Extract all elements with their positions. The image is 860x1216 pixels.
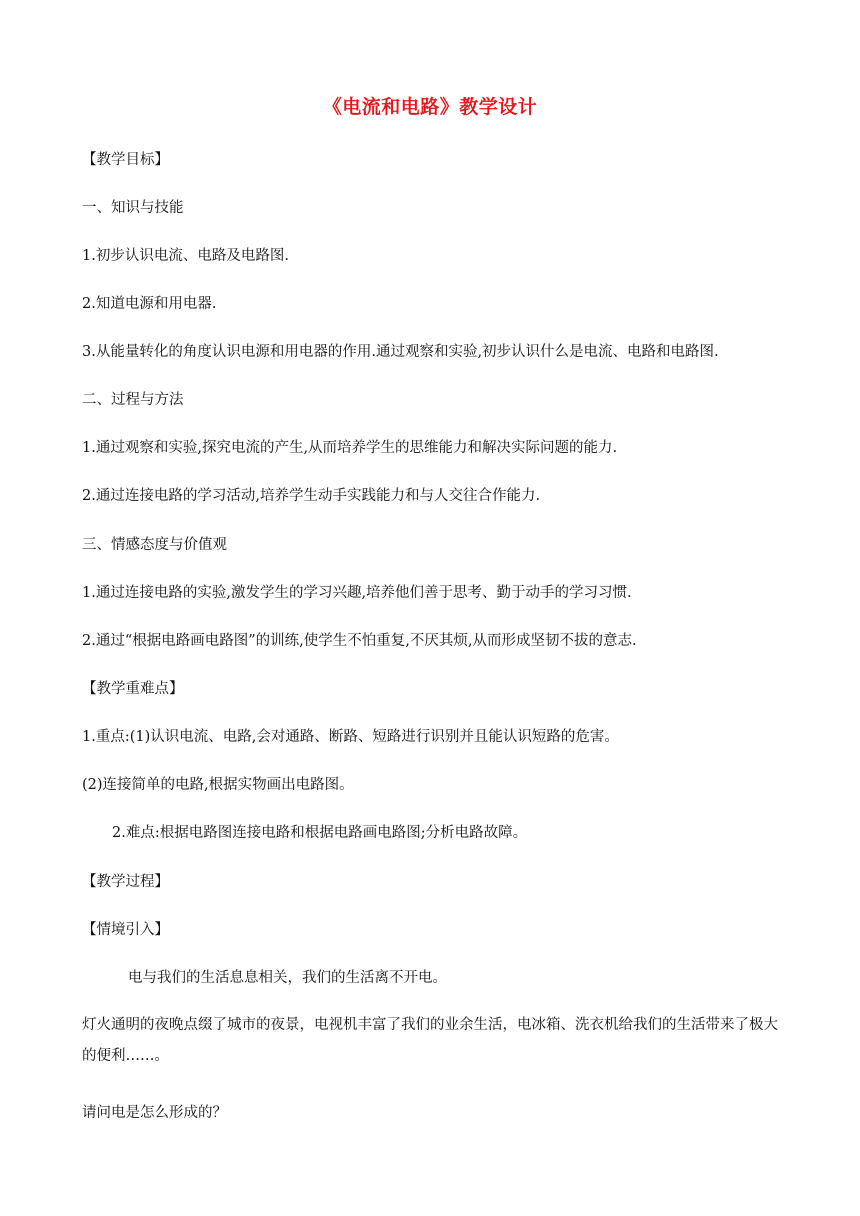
paragraph: 2.难点:根据电路图连接电路和根据电路画电路图;分析电路故障。 — [112, 825, 528, 841]
paragraph: 2.通过连接电路的学习活动,培养学生动手实践能力和与人交往合作能力. — [82, 488, 541, 504]
paragraph: 1.通过连接电路的实验,激发学生的学习兴趣,培养他们善于思考、勤于动手的学习习惯. — [82, 585, 632, 601]
paragraph: 1.重点:(1)认识电流、电路,会对通路、断路、短路进行识别并且能认识短路的危害。 — [82, 729, 619, 745]
section-heading-key-points: 【教学重难点】 — [82, 681, 184, 697]
section-heading-introduction: 【情境引入】 — [82, 922, 169, 938]
section-heading-process: 【教学过程】 — [82, 874, 169, 890]
paragraph: 3.从能量转化的角度认识电源和用电器的作用.通过观察和实验,初步认识什么是电流、电路和电路图. — [82, 344, 719, 360]
paragraph: 1.初步认识电流、电路及电路图. — [82, 248, 289, 264]
paragraph: 2.通过“根据电路画电路图”的训练,使学生不怕重复,不厌其烦,从而形成坚韧不拔的意志. — [82, 633, 637, 649]
paragraph: 电与我们的生活息息相关，我们的生活离不开电。 — [128, 970, 447, 986]
document-title: 《电流和电路》教学设计 — [322, 96, 538, 118]
paragraph: 1.通过观察和实验,探究电流的产生,从而培养学生的思维能力和解决实际问题的能力. — [82, 440, 618, 456]
paragraph: (2)连接简单的电路,根据实物画出电路图。 — [82, 777, 354, 793]
paragraph: 2.知道电源和用电器. — [82, 296, 217, 312]
subheading-knowledge-skills: 一、知识与技能 — [82, 200, 184, 216]
paragraph: 请问电是怎么形成的？ — [82, 1105, 227, 1121]
subheading-attitudes-values: 三、情感态度与价值观 — [82, 537, 227, 553]
paragraph: 灯火通明的夜晚点缀了城市的夜景，电视机丰富了我们的业余生活，电冰箱、洗衣机给我们的生活带来了极大的便利……。 — [82, 1017, 778, 1064]
section-heading-objectives: 【教学目标】 — [82, 152, 169, 168]
subheading-process-methods: 二、过程与方法 — [82, 392, 184, 408]
